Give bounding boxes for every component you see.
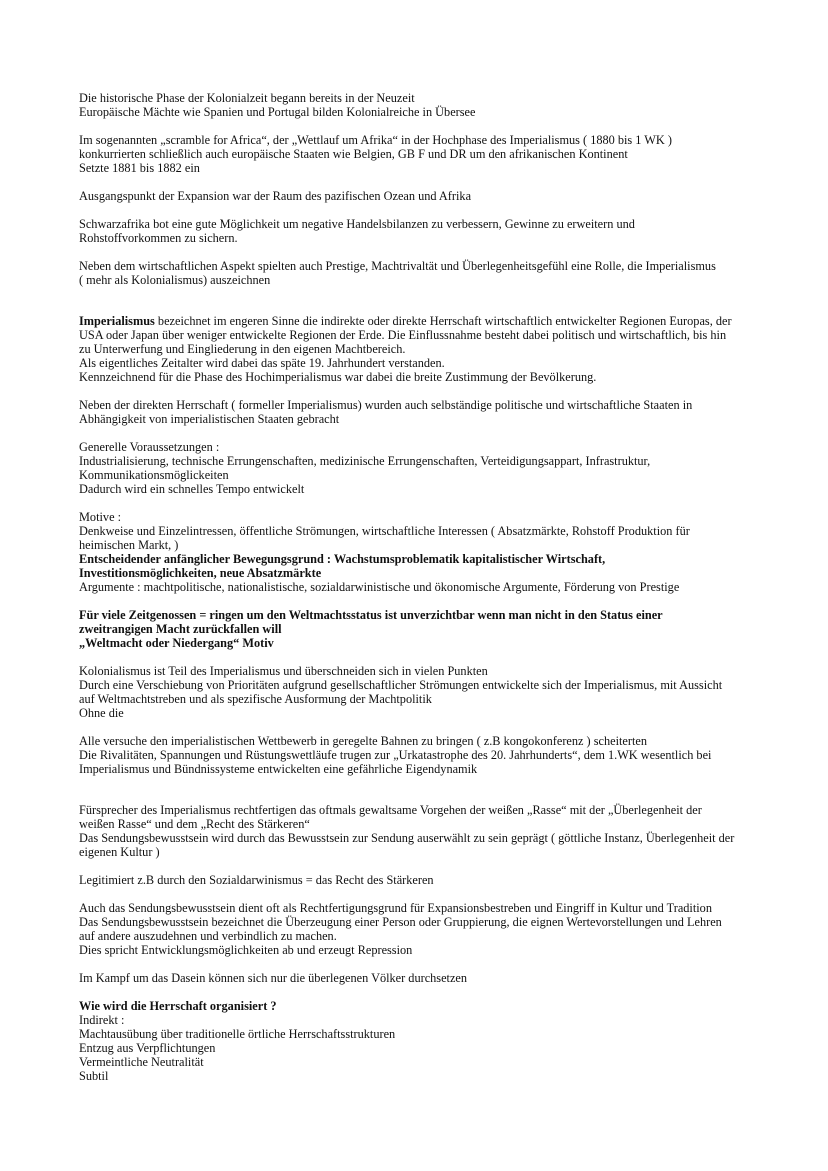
text-line: Denkweise und Einzelintressen, öffentliche Strömungen, wirtschaftliche Interessen ( Absatzmärkte, Rohstoff Produktion für <box>79 524 690 538</box>
text-line: Dies spricht Entwicklungsmöglichkeiten ab und erzeugt Repression <box>79 943 413 957</box>
text-line: Das Sendungsbewusstsein bezeichnet die Überzeugung einer Person oder Gruppierung, die eignen Wertevorstellungen und Lehren <box>79 915 722 929</box>
text-line: Die historische Phase der Kolonialzeit begann bereits in der Neuzeit <box>79 91 415 105</box>
text-line: Die Rivalitäten, Spannungen und Rüstungswettläufe trugen zur „Urkatastrophe des 20. Jahrhunderts“, dem 1.WK wesentlich bei <box>79 748 712 762</box>
text-line: Machtausübung über traditionelle örtliche Herrschaftsstrukturen <box>79 1027 396 1041</box>
text-line: Schwarzafrika bot eine gute Möglichkeit um negative Handelsbilanzen zu verbessern, Gewinne zu erweitern und <box>79 217 635 231</box>
voraussetzungen-paragraph <box>79 440 759 496</box>
text-line: Alle versuche den imperialistischen Wettbewerb in geregelte Bahnen zu bringen ( z.B kongokonferenz ) scheiterten <box>79 734 647 748</box>
text-line <box>79 314 759 328</box>
herrschaft-heading: Wie wird die Herrschaft organisiert ? <box>79 999 277 1013</box>
text-line: Industrialisierung, technische Errungenschaften, medizinische Errungenschaften, Verteidigungsappart, Infrastruktur, <box>79 454 651 468</box>
text-line: Dadurch wird ein schnelles Tempo entwickelt <box>79 482 305 496</box>
text-line: Ohne die <box>79 706 124 720</box>
kampf-paragraph: Im Kampf um das Dasein können sich nur die überlegenen Völker durchsetzen <box>79 971 468 985</box>
intro-paragraph <box>79 91 759 119</box>
text-line: weißen Rasse“ und dem „Recht des Stärkeren“ <box>79 817 310 831</box>
text-line: Imperialismus und Bündnissysteme entwickelten eine gefährliche Eigendynamik <box>79 762 478 776</box>
sendung-paragraph <box>79 901 759 957</box>
definition-paragraph <box>79 314 759 384</box>
bold-line: „Weltmacht oder Niedergang“ Motiv <box>79 636 274 650</box>
bold-line: Entscheidender anfänglicher Bewegungsgrund : Wachstumsproblematik kapitalistischer Wirtschaft, <box>79 552 606 566</box>
text-line: auf Weltmachtstreben und als spezifische Ausformung der Machtpolitik <box>79 692 432 706</box>
text-line: Kommunikationsmöglickeiten <box>79 468 229 482</box>
text-line: Subtil <box>79 1069 109 1083</box>
text-line: Setzte 1881 bis 1882 ein <box>79 161 200 175</box>
definition-term: Imperialismus <box>79 314 155 328</box>
bold-line: Investitionsmöglichkeiten, neue Absatzmärkte <box>79 566 322 580</box>
document-page <box>79 91 759 1083</box>
text-line: eigenen Kultur ) <box>79 845 160 859</box>
kolonialismus-paragraph <box>79 664 759 720</box>
text-line: Motive : <box>79 510 122 524</box>
text-line: Argumente : machtpolitische, nationalistische, sozialdarwinistische und ökonomische Argumente, Förderung von Prestige <box>79 580 680 594</box>
text-line: Auch das Sendungsbewusstsein dient oft als Rechtfertigungsgrund für Expansionsbestreben und Eingriff in Kultur und Tradition <box>79 901 712 915</box>
text-line: Kolonialismus ist Teil des Imperialismus und überschneiden sich in vielen Punkten <box>79 664 488 678</box>
text-line: Als eigentliches Zeitalter wird dabei das späte 19. Jahrhundert verstanden. <box>79 356 445 370</box>
weltmacht-paragraph <box>79 608 759 650</box>
text-line: Durch eine Verschiebung von Prioritäten aufgrund gesellschaftlicher Strömungen entwickelte sich der Imperialismus, mit Aussicht <box>79 678 723 692</box>
text-line: Vermeintliche Neutralität <box>79 1055 204 1069</box>
text-line: ( mehr als Kolonialismus) auszeichnen <box>79 273 271 287</box>
motive-paragraph <box>79 510 759 594</box>
text-line: auf andere auszudehnen und verbindlich zu machen. <box>79 929 337 943</box>
formell-paragraph <box>79 398 759 426</box>
text-line: Generelle Voraussetzungen : <box>79 440 220 454</box>
text-line: Indirekt : <box>79 1013 125 1027</box>
wettbewerb-paragraph <box>79 734 759 776</box>
bold-line: Für viele Zeitgenossen = ringen um den Weltmachtsstatus ist unverzichtbar wenn man nicht in den Status einer <box>79 608 663 622</box>
text-line: zu Unterwerfung und Eingliederung in den eigenen Machtbereich. <box>79 342 406 356</box>
legitimiert-paragraph: Legitimiert z.B durch den Sozialdarwinismus = das Recht des Stärkeren <box>79 873 434 887</box>
text-line: Neben der direkten Herrschaft ( formeller Imperialismus) wurden auch selbständige politische und wirtschaftliche Staaten in <box>79 398 693 412</box>
bold-line: zweitrangigen Macht zurückfallen will <box>79 622 282 636</box>
text-line: konkurrierten schließlich auch europäische Staaten wie Belgien, GB F und DR um den afrikanischen Kontinent <box>79 147 628 161</box>
text-line: USA oder Japan über weniger entwickelte Regionen der Erde. Die Einflussnahme besteht dabei politisch und wirtschaftlich, bis hin <box>79 328 727 342</box>
text-line: heimischen Markt, ) <box>79 538 179 552</box>
scramble-paragraph <box>79 133 759 175</box>
text-line: Das Sendungsbewusstsein wird durch das Bewusstsein zur Sendung auserwählt zu sein geprägt ( göttliche Instanz, Überlegenheit der <box>79 831 735 845</box>
prestige-paragraph <box>79 259 759 287</box>
text-line: Europäische Mächte wie Spanien und Portugal bilden Kolonialreiche in Übersee <box>79 105 476 119</box>
text-line: Abhängigkeit von imperialistischen Staaten gebracht <box>79 412 340 426</box>
schwarzafrika-paragraph <box>79 217 759 245</box>
text-line: Entzug aus Verpflichtungen <box>79 1041 216 1055</box>
ausgangspunkt-paragraph: Ausgangspunkt der Expansion war der Raum des pazifischen Ozean und Afrika <box>79 189 472 203</box>
text-line: Neben dem wirtschaftlichen Aspekt spielten auch Prestige, Machtrivaltät und Überlegenheitsgefühl eine Rolle, die Imperialismus <box>79 259 716 273</box>
herrschaft-section <box>79 999 759 1083</box>
fuersprecher-paragraph <box>79 803 759 859</box>
text-line: Fürsprecher des Imperialismus rechtfertigen das oftmals gewaltsame Vorgehen der weißen „Rasse“ mit der „Überlegenheit der <box>79 803 702 817</box>
text-line: Im sogenannten „scramble for Africa“, der „Wettlauf um Afrika“ in der Hochphase des Imperialismus ( 1880 bis 1 WK ) <box>79 133 672 147</box>
text-line: Kennzeichnend für die Phase des Hochimperialismus war dabei die breite Zustimmung der Bevölkerung. <box>79 370 597 384</box>
text-line: Rohstoffvorkommen zu sichern. <box>79 231 238 245</box>
definition-text: bezeichnet im engeren Sinne die indirekte oder direkte Herrschaft wirtschaftlich entwickelter Regionen Europas, der <box>154 314 732 328</box>
